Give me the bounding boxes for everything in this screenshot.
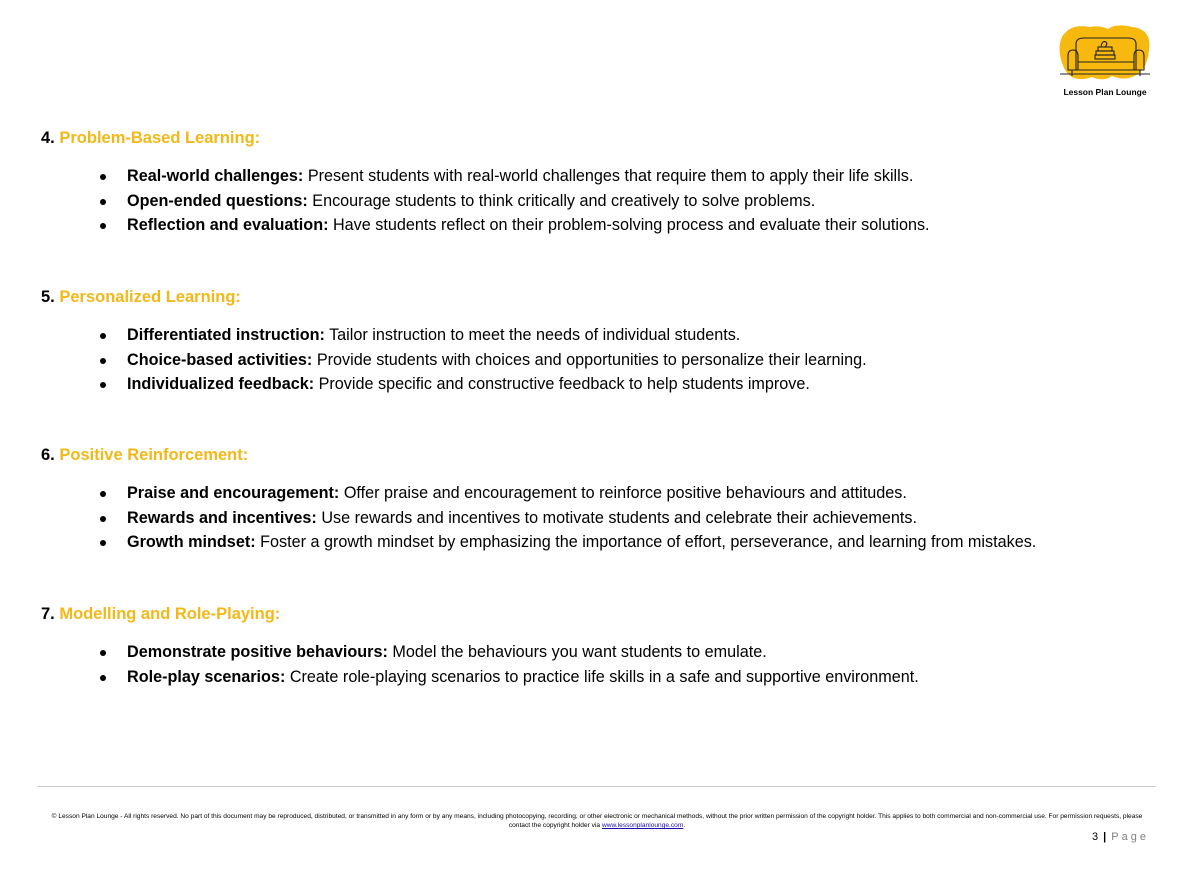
item-text: Offer praise and encouragement to reinforce positive behaviours and attitudes. (343, 484, 907, 502)
item-term: Individualized feedback: (127, 375, 315, 394)
footer-divider (38, 786, 1156, 787)
list-item (41, 189, 1151, 214)
item-term: Growth mindset: (127, 533, 256, 552)
item-term: Reflection and evaluation: (127, 216, 329, 235)
footer-link-suffix: . (683, 822, 686, 829)
item-text: Tailor instruction to meet the needs of individual students. (329, 326, 741, 344)
list-item (41, 530, 1151, 555)
list-item (41, 665, 1151, 690)
bullet-icon (100, 199, 106, 205)
section-title: Personalized Learning: (59, 288, 241, 306)
copyright-text: © Lesson Plan Lounge - All rights reserved. No part of this document may be reproduced, distributed, or transmitted in any form or by any means, including photocopying, recording, or other electronic or mechanical methods, without the prior written permission of the copyright holder. This applies to both commercial and non-commercial use. For permission requests, please contact the copyright holder via (51, 813, 1143, 829)
bullet-icon (100, 382, 106, 388)
website-link[interactable]: www.lessonplanlounge.com (601, 822, 684, 829)
list-item (41, 640, 1151, 665)
bullet-icon (100, 333, 106, 339)
item-term: Rewards and incentives: (127, 508, 317, 527)
bullet-icon (100, 675, 106, 681)
logo-text: Lesson Plan Lounge (1063, 87, 1147, 97)
item-text: Provide specific and constructive feedback to help students improve. (318, 375, 810, 394)
lesson-plan-lounge-logo (1056, 24, 1154, 100)
item-text: Provide students with choices and opportunities to personalize their learning. (316, 350, 867, 369)
page-number-value: 3 (1091, 831, 1099, 843)
item-term: Real-world challenges: (127, 167, 304, 185)
bullet-list (41, 640, 1151, 689)
section-title: Problem-Based Learning: (59, 129, 261, 147)
section-title: Positive Reinforcement: (59, 446, 249, 464)
list-item (41, 481, 1151, 506)
item-text: Encourage students to think critically and creatively to solve problems. (312, 191, 816, 210)
item-term: Role-play scenarios: (127, 667, 286, 686)
section-personalized-learning (41, 287, 1151, 397)
page-number (1092, 831, 1149, 843)
section-number: 5. (41, 288, 55, 306)
bullet-list (41, 481, 1151, 555)
item-term: Demonstrate positive behaviours: (127, 643, 388, 661)
section-number: 7. (41, 605, 55, 623)
item-text: Create role-playing scenarios to practice life skills in a safe and supportive environment. (289, 667, 919, 686)
section-heading (41, 128, 1151, 148)
bullet-icon (100, 540, 106, 546)
section-positive-reinforcement (41, 445, 1151, 555)
list-item (41, 323, 1151, 348)
page-label: Page (1111, 831, 1149, 843)
page-separator: | (1103, 831, 1107, 843)
section-number: 4. (41, 129, 55, 147)
copyright-footer (41, 812, 1153, 830)
bullet-icon (100, 516, 106, 522)
list-item (41, 348, 1151, 373)
bullet-list (41, 164, 1151, 238)
section-number: 6. (41, 446, 55, 464)
list-item (41, 213, 1151, 238)
item-term: Praise and encouragement: (127, 484, 340, 502)
section-heading (41, 287, 1151, 307)
item-text: Foster a growth mindset by emphasizing the importance of effort, perseverance, and learning from mistakes. (260, 533, 1037, 552)
sofa-logo-icon (1056, 24, 1154, 86)
bullet-icon (100, 358, 106, 364)
section-heading (41, 604, 1151, 624)
item-term: Open-ended questions: (127, 191, 308, 210)
bullet-icon (100, 223, 106, 229)
item-term: Differentiated instruction: (127, 326, 325, 344)
item-term: Choice-based activities: (127, 350, 313, 369)
item-text: Present students with real-world challenges that require them to apply their life skills. (307, 167, 914, 185)
section-problem-based-learning (41, 128, 1151, 238)
bullet-icon (100, 491, 106, 497)
item-text: Use rewards and incentives to motivate students and celebrate their achievements. (321, 508, 917, 527)
list-item (41, 164, 1151, 189)
item-text: Model the behaviours you want students to emulate. (392, 643, 767, 661)
list-item (41, 506, 1151, 531)
section-title: Modelling and Role-Playing: (59, 605, 281, 623)
bullet-icon (100, 174, 106, 180)
bullet-list (41, 323, 1151, 397)
bullet-icon (100, 650, 106, 656)
section-modelling-role-playing (41, 604, 1151, 689)
item-text: Have students reflect on their problem-solving process and evaluate their solutions. (332, 216, 930, 235)
section-heading (41, 445, 1151, 465)
list-item (41, 372, 1151, 397)
